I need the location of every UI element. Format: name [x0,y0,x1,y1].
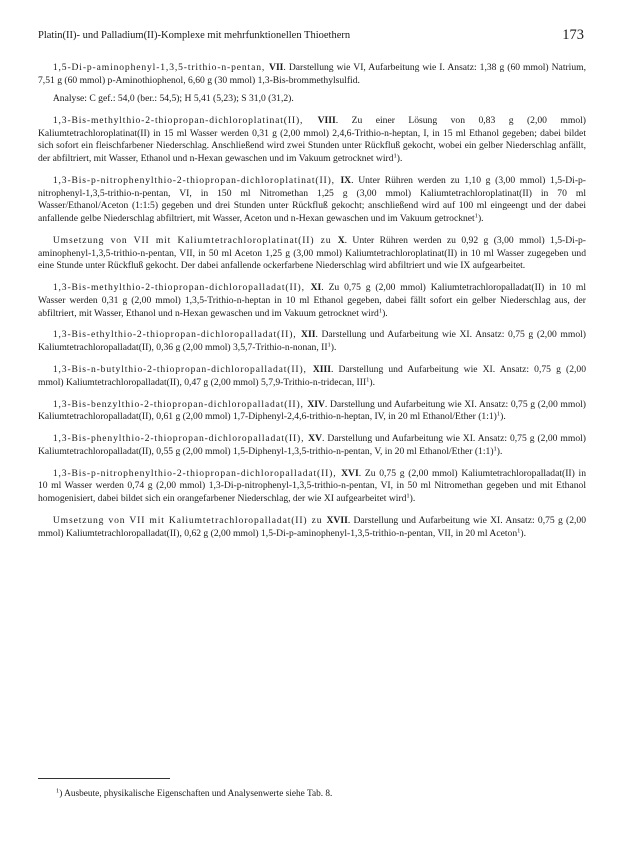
footnote-marker: 1 [56,787,60,795]
compound-name: 1,3-Bis-p-nitrophenylthio-2-thiopropan-dichloropalladat(II), [52,467,342,479]
compound-number: XVI [341,467,359,479]
paragraph-text: . Unter Rühren werden zu 1,10 g (3,00 mmol) 1,5-Di-p-nitrophenyl-1,3,5-trithio-n-pentan, VI, in 150 ml Nitromethan 1,25 g (3,00 mmol) Kaliumtetrachloroplatinat(II) in 70 ml Wasser/Ethanol/Aceton (1:1:5) gegeben und drei Stunden unter Rückfluß gekocht; anschließend wird auf 100 ml eingeengt und der dabei anfallende gelbe Niederschlag abfiltriert, mit Wasser, Aceton und n-Hexan gewaschen und im Vakuum getrocknet [38,174,587,224]
paragraph-compound-xv: 1,3-Bis-phenylthio-2-thiopropan-dichloropalladat(II), XV. Darstellung und Aufarbeitung wie XI. Ansatz: 0,75 g (2,00 mmol) Kaliumtetrachloropalladat(II), 0,55 g (2,00 mmol) 1,5-Diphenyl-1,3,5-trithio-n-pentan, V, in 20 ml Ethanol/Ether (1:1)$^1$). [38,433,586,457]
paragraph-compound-ix: 1,3-Bis-p-nitrophenylthio-2-thiopropan-dichloroplatinat(II), IX. Unter Rühren werden zu 1,10 g (3,00 mmol) 1,5-Di-p-nitrophenyl-1,3,5-trithio-n-pentan, VI, in 150 ml Nitromethan 1,25 g (3,00 mmol) Kaliumtetrachloroplatinat(II) in 70 ml Wasser/Ethanol/Aceton (1:1:5) gegeben und drei Stunden unter Rückfluß gekocht; anschließend wird auf 100 ml eingeengt und der dabei anfallende gelbe Niederschlag abfiltriert, mit Wasser, Aceton und n-Hexan gewaschen und im Vakuum getrocknet$^1$). [38,174,587,224]
compound-number: VIII [317,114,336,126]
compound-number: XIV [307,398,325,410]
footnote-ref: 1 [393,152,397,160]
body-text [38,62,586,550]
footnote-text: Ausbeute, physikalische Eigenschaften und Analysenwerte siehe Tab. 8. [64,789,333,799]
footnote-ref: 1 [517,527,521,535]
compound-name: 1,3-Bis-methylthio-2-thiopropan-dichloroplatinat(II), [52,114,318,126]
footnote-divider [38,778,170,779]
footnote-ref: 1 [378,307,383,314]
compound-name: 1,3-Bis-phenylthio-2-thiopropan-dichloropalladat(II), [52,433,309,445]
paragraph-text: . Unter Rühren werden zu 0,92 g (3,00 mmol) 1,5-Di-p-aminophenyl-1,3,5-trithio-n-pentan, VII, in 50 ml Aceton 1,25 g (3,00 mmol) Kaliumtetrachloroplatinat(II) in 10 ml Wasser zugegeben und eine Stunde unter Rückfluß gekocht. Der dabei anfallende ockerfarbene Niederschlag wird abfiltriert und wie IX aufgearbeitet. [38,234,586,272]
paragraph-compound-xvi: 1,3-Bis-p-nitrophenylthio-2-thiopropan-dichloropalladat(II), XVI. Zu 0,75 g (2,00 mmol) Kaliumtetrachloropalladat(II) in 10 ml Wasser werden 0,74 g (2,00 mmol) 1,3-Di-p-nitrophenyl-1,3,5-trithio-n-pentan, VI, in 50 ml Nitromethan gegeben und mit Ethanol homogenisiert, dabei bildet sich ein orangefarbener Niederschlag, der wie XI aufgearbeitet wird$^1$). [38,467,586,505]
page-number: 173 [562,27,584,43]
footnote-ref: 1 [474,212,478,220]
paragraph-compound-xiv: 1,3-Bis-benzylthio-2-thiopropan-dichloropalladat(II), XIV. Darstellung und Aufarbeitung wie XI. Ansatz: 0,75 g (2,00 mmol) Kaliumtetrachloropalladat(II), 0,61 g (2,00 mmol) 1,7-Diphenyl-2,4,6-trithio-n-heptan, IV, in 20 ml Ethanol/Ether (1:1)$^1$). [38,398,586,423]
running-title: Platin(II)- und Palladium(II)-Komplexe mit mehrfunktionellen Thioethern [38,30,351,41]
compound-number: XIII [312,363,331,375]
footnote-ref: 1 [406,492,410,500]
paragraph-text: . Zu 0,75 g (2,00 mmol) Kaliumtetrachloropalladat(II) in 10 ml Wasser werden 0,31 g (2,00 mmol) 1,3,5-Trithio-n-heptan in 10 ml Ethanol gegeben, dabei fällt sofort ein gelber Niederschlag aus, der abfiltriert, mit Wasser, Ethanol und n-Hexan gewaschen und im Vakuum getrocknet wird [38,282,587,319]
paragraph-text: . Zu 0,75 g (2,00 mmol) Kaliumtetrachloropalladat(II) in 10 ml Wasser werden 0,74 g (2,00 mmol) 1,3-Di-p-nitrophenyl-1,3,5-trithio-n-pentan, VI, in 50 ml Nitromethan gegeben und mit Ethanol homogenisiert, dabei bildet sich ein orangefarbener Niederschlag, der wie XI aufgearbeitet wird [38,467,586,505]
footnote: $^1$) Ausbeute, physikalische Eigenschaften und Analysenwerte siehe Tab. 8. [56,787,333,799]
compound-name: 1,5-Di-p-aminophenyl-1,3,5-trithio-n-pentan, [52,62,270,73]
paragraph-compound-xiii: 1,3-Bis-n-butylthio-2-thiopropan-dichloropalladat(II), XIII. Darstellung und Aufarbeitung wie XI. Ansatz: 0,75 g (2,00 mmol) Kaliumtetrachloropalladat(II), 0,47 g (2,00 mmol) 5,7,9-Trithio-n-tridecan, III$^1$). [38,363,586,388]
paragraph-text: . Darstellung und Aufarbeitung wie XI. Ansatz: 0,75 g (2,00 mmol) Kaliumtetrachloropalladat(II), 0,47 g (2,00 mmol) 5,7,9-Trithio-n-tridecan, III [38,363,586,388]
compound-name: 1,3-Bis-methylthio-2-thiopropan-dichloropalladat(II), [52,282,311,294]
paragraph-compound-xvii: Umsetzung von VII mit Kaliumtetrachloropalladat(II) zu XVII. Darstellung und Aufarbeitung wie XI. Ansatz: 0,75 g (2,00 mmol) Kaliumtetrachloropalladat(II), 0,62 g (2,00 mmol) 1,5-Di-p-aminophenyl-1,3,5-trithio-n-pentan, VII, in 20 ml Aceton$^1$). [38,515,586,539]
compound-number: IX [340,174,352,186]
paragraph-compound-xi: 1,3-Bis-methylthio-2-thiopropan-dichloropalladat(II), XI. Zu 0,75 g (2,00 mmol) Kaliumtetrachloropalladat(II) in 10 ml Wasser werden 0,31 g (2,00 mmol) 1,3,5-Trithio-n-heptan in 10 ml Ethanol gegeben, dabei fällt sofort ein gelber Niederschlag aus, der abfiltriert, mit Wasser, Ethanol und n-Hexan gewaschen und im Vakuum getrocknet wird$^1$). [38,282,587,319]
paragraph-analysis-vii [38,93,586,106]
compound-number: XII [301,329,316,341]
compound-number: XI [310,282,322,294]
paragraph-text: . Darstellung wie VI, Aufarbeitung wie I. Ansatz: 1,38 g (60 mmol) Natrium, 7,51 g (60 mmol) p-Aminothiophenol, 6,60 g (30 mmol) 1,3-Bis-brommethylsulfid. [38,62,586,86]
paragraph-compound-viii: 1,3-Bis-methylthio-2-thiopropan-dichloroplatinat(II), VIII. Zu einer Lösung von 0,83 g (2,00 mmol) Kaliumtetrachloroplatinat(II) in 15 ml Wasser werden 0,31 g (2,00 mmol) 2,4,6-Trithio-n-heptan, I, in 15 ml Ethanol gegeben; dabei bildet sich sofort ein fleischfarbener Niederschlag. Anschließend wird zwei Stunden unter Rückfluß gekocht, wobei ein gelber Niederschlag anfällt, der abfiltriert, mit Wasser, Ethanol und n-Hexan gewaschen und im Vakuum getrocknet wird$^1$). [38,114,586,164]
paragraph-compound-xii: 1,3-Bis-ethylthio-2-thiopropan-dichloropalladat(II), XII. Darstellung und Aufarbeitung wie XI. Ansatz: 0,75 g (2,00 mmol) Kaliumtetrachloropalladat(II), 0,36 g (2,00 mmol) 3,5,7-Trithio-n-nonan, $II^1$). [38,329,586,354]
compound-number: XV [308,433,323,445]
footnote-ref: 1 [366,376,370,384]
page-header [38,28,584,46]
paragraph-text: . Darstellung und Aufarbeitung wie XI. Ansatz: 0,75 g (2,00 mmol) Kaliumtetrachloropalladat(II), 0,61 g (2,00 mmol) 1,7-Diphenyl-2,4,6-trithio-n-heptan, IV, in 20 ml Ethanol/Ether (1:1) [38,398,586,423]
compound-number: XVII [326,515,348,527]
paragraph-text: . Zu einer Lösung von 0,83 g (2,00 mmol) Kaliumtetrachloroplatinat(II) in 15 ml Wasser werden 0,31 g (2,00 mmol) 2,4,6-Trithio-n-heptan, I, in 15 ml Ethanol gegeben; dabei bildet sich sofort ein fleischfarbener Niederschlag. Anschließend wird zwei Stunden unter Rückfluß gekocht, wobei ein gelber Niederschlag anfällt, der abfiltriert, mit Wasser, Ethanol und n-Hexan gewaschen und im Vakuum getrocknet wird [38,114,586,164]
paragraph-text: . Darstellung und Aufarbeitung wie XI. Ansatz: 0,75 g (2,00 mmol) Kaliumtetrachloropalladat(II), 0,36 g (2,00 mmol) 3,5,7-Trithio-n-nonan, II [38,329,586,354]
footnote-ref: 1 [327,341,331,349]
paragraph-text: . Darstellung und Aufarbeitung wie XI. Ansatz: 0,75 g (2,00 mmol) Kaliumtetrachloropalladat(II), 0,55 g (2,00 mmol) 1,5-Diphenyl-1,3,5-trithio-n-pentan, V, in 20 ml Ethanol/Ether (1:1) [38,433,586,457]
analysis-text: Analyse: C gef.: 54,0 (ber.: 54,5); H 5,41 (5,23); S 31,0 (31,2). [52,92,294,104]
compound-number: X [337,234,345,246]
compound-name: 1,3-Bis-ethylthio-2-thiopropan-dichloropalladat(II), [52,329,302,341]
compound-number: VII [269,62,284,73]
paragraph-compound-vii [38,62,586,87]
compound-name: 1,3-Bis-benzylthio-2-thiopropan-dichloropalladat(II), [52,398,308,410]
compound-name: 1,3-Bis-p-nitrophenylthio-2-thiopropan-dichloroplatinat(II), [52,174,341,186]
compound-name: Umsetzung von VII mit Kaliumtetrachloroplatinat(II) zu [52,234,338,246]
footnote-ref: 1 [493,445,497,453]
paragraph-compound-x [38,235,586,273]
compound-name: 1,3-Bis-n-butylthio-2-thiopropan-dichloropalladat(II), [52,363,313,375]
footnote-ref: 1 [496,410,501,418]
paragraph-text: . Darstellung und Aufarbeitung wie XI. Ansatz: 0,75 g (2,00 mmol) Kaliumtetrachloropalladat(II), 0,62 g (2,00 mmol) 1,5-Di-p-aminophenyl-1,3,5-trithio-n-pentan, VII, in 20 ml Aceton [38,515,586,539]
compound-name: Umsetzung von VII mit Kaliumtetrachloropalladat(II) zu [52,515,327,527]
